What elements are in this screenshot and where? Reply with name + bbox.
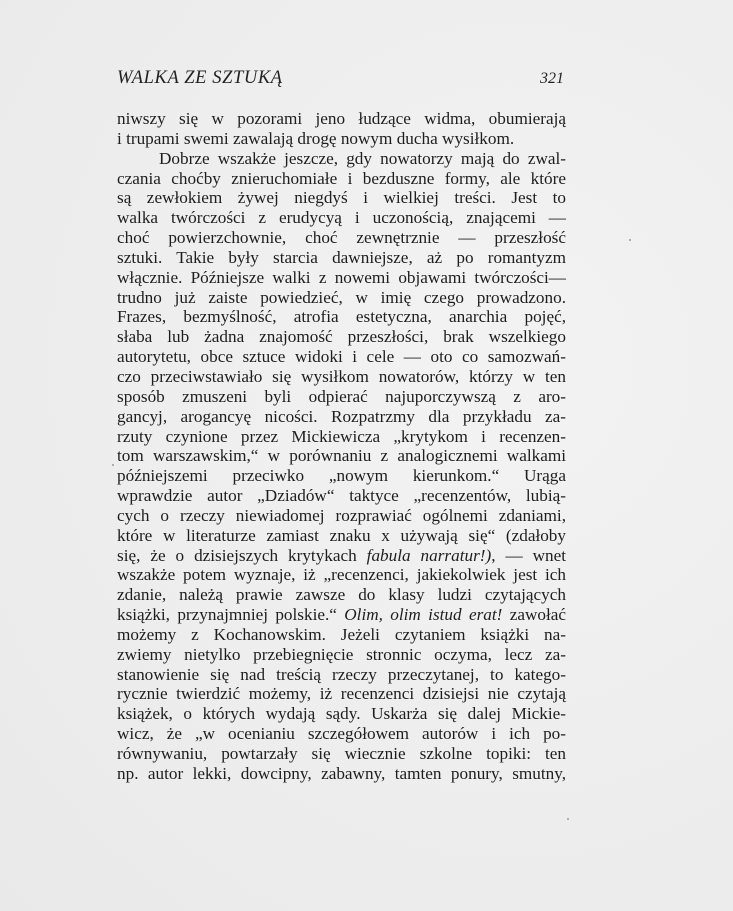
text-line: są zewłokiem żywej niegdyś i wielkiej treści. Jest to (117, 188, 566, 208)
text-line: stanowienie się nad treścią rzeczy przeczytanej, to katego- (117, 664, 566, 684)
text-line: książek, o których wydają sądy. Uskarża się dalej Mickie- (117, 704, 566, 724)
body-text (117, 109, 566, 784)
text-line: cych o rzeczy niewiadomej rozprawiać ogólnemi zdaniami, (117, 505, 566, 525)
book-page (117, 68, 566, 784)
text-line: autorytetu, obce sztuce widoki i cele — oto co samozwań- (117, 347, 566, 367)
text-line: rzuty czynione przez Mickiewicza „krytykom i recenzen- (117, 426, 566, 446)
text-line: choć powierzchownie, choć zewnętrznie — przeszłość (117, 228, 566, 248)
text-line: wszakże potem wyznaje, iż „recenzenci, jakiekolwiek jest ich (117, 565, 566, 585)
text-line: walka twórczości z erudycyą i uczonością, znającemi — (117, 208, 566, 228)
running-title: WALKA ZE SZTUKĄ (117, 68, 283, 88)
text-line: równywaniu, powtarzały się wiecznie szkolne topiki: ten (117, 744, 566, 763)
text-line: rycznie twierdzić możemy, iż recenzenci dzisiejsi nie czytają (117, 684, 566, 704)
text-run: , — wnet (491, 545, 566, 565)
text-line: sztuki. Takie były starcia dawniejsze, aż po romantyzm (117, 247, 566, 267)
text-line: Dobrze wszakże jeszcze, gdy nowatorzy mają do zwal- (159, 148, 566, 168)
text-line: możemy z Kochanowskim. Jeżeli czytaniem książki na- (117, 624, 566, 644)
text-line: słaba lub żadna znajomość przeszłości, brak wszelkiego (117, 327, 566, 347)
page-number: 321 (540, 70, 564, 87)
latin-quote: Olim, olim istud erat! (344, 605, 503, 625)
text-line: gancyj, arogancyę nicości. Rozpatrzmy dla przykładu za- (117, 406, 566, 426)
text-line: włącznie. Późniejsze walki z nowemi objawami twórczości— (117, 267, 566, 287)
text-line: zwiemy nietylko przebiegnięcie stronnic oczyma, lecz za- (117, 644, 566, 664)
latin-quote: fabula narratur!) (366, 545, 492, 565)
text-line: wicz, że „w ocenianiu szczegółowem autorów i ich po- (117, 724, 566, 744)
text-run: się, że o dzisiejszych krytykach (117, 545, 367, 565)
text-line: trudno już zaiste powiedzieć, w imię czego prowadzono. (117, 287, 566, 307)
paper-speck (629, 239, 631, 241)
paper-speck (567, 818, 569, 820)
text-line: niwszy się w pozorami jeno łudzące widma, obumierają (117, 109, 566, 128)
text-line: czo przeciwstawiało się wysiłkom nowatorów, którzy w ten (117, 366, 566, 386)
text-line (117, 605, 566, 625)
text-line: wprawdzie autor „Dziadów“ taktyce „recenzentów, lubią- (117, 486, 566, 506)
text-line: Frazes, bezmyślność, atrofia estetyczna, anarchia pojęć, (117, 307, 566, 327)
text-line: późniejszemi przeciwko „nowym kierunkom.“ Urąga (117, 466, 566, 486)
running-head (117, 68, 566, 90)
text-line: które w literaturze zamiast znaku x używają się“ (zdałoby (117, 525, 566, 545)
paper-speck (112, 464, 114, 466)
text-line: czania choćby znieruchomiałe i bezduszne formy, ale które (117, 168, 566, 188)
text-line: i trupami swemi zawalają drogę nowym ducha wysiłkom. (117, 128, 515, 148)
text-line: zdanie, należą prawie zawsze do klasy ludzi czytających (117, 585, 566, 605)
text-run: książki, przynajmniej polskie.“ (117, 605, 345, 625)
text-line: tom warszawskim,“ w porównaniu z analogicznemi walkami (117, 446, 566, 466)
text-line: np. autor lekki, dowcipny, zabawny, tamten ponury, smutny, (117, 763, 566, 783)
text-line (117, 546, 566, 566)
text-line: sposób zmuszeni byli odpierać najuporczywszą z aro- (117, 386, 566, 406)
text-run: zawołać (502, 605, 566, 625)
